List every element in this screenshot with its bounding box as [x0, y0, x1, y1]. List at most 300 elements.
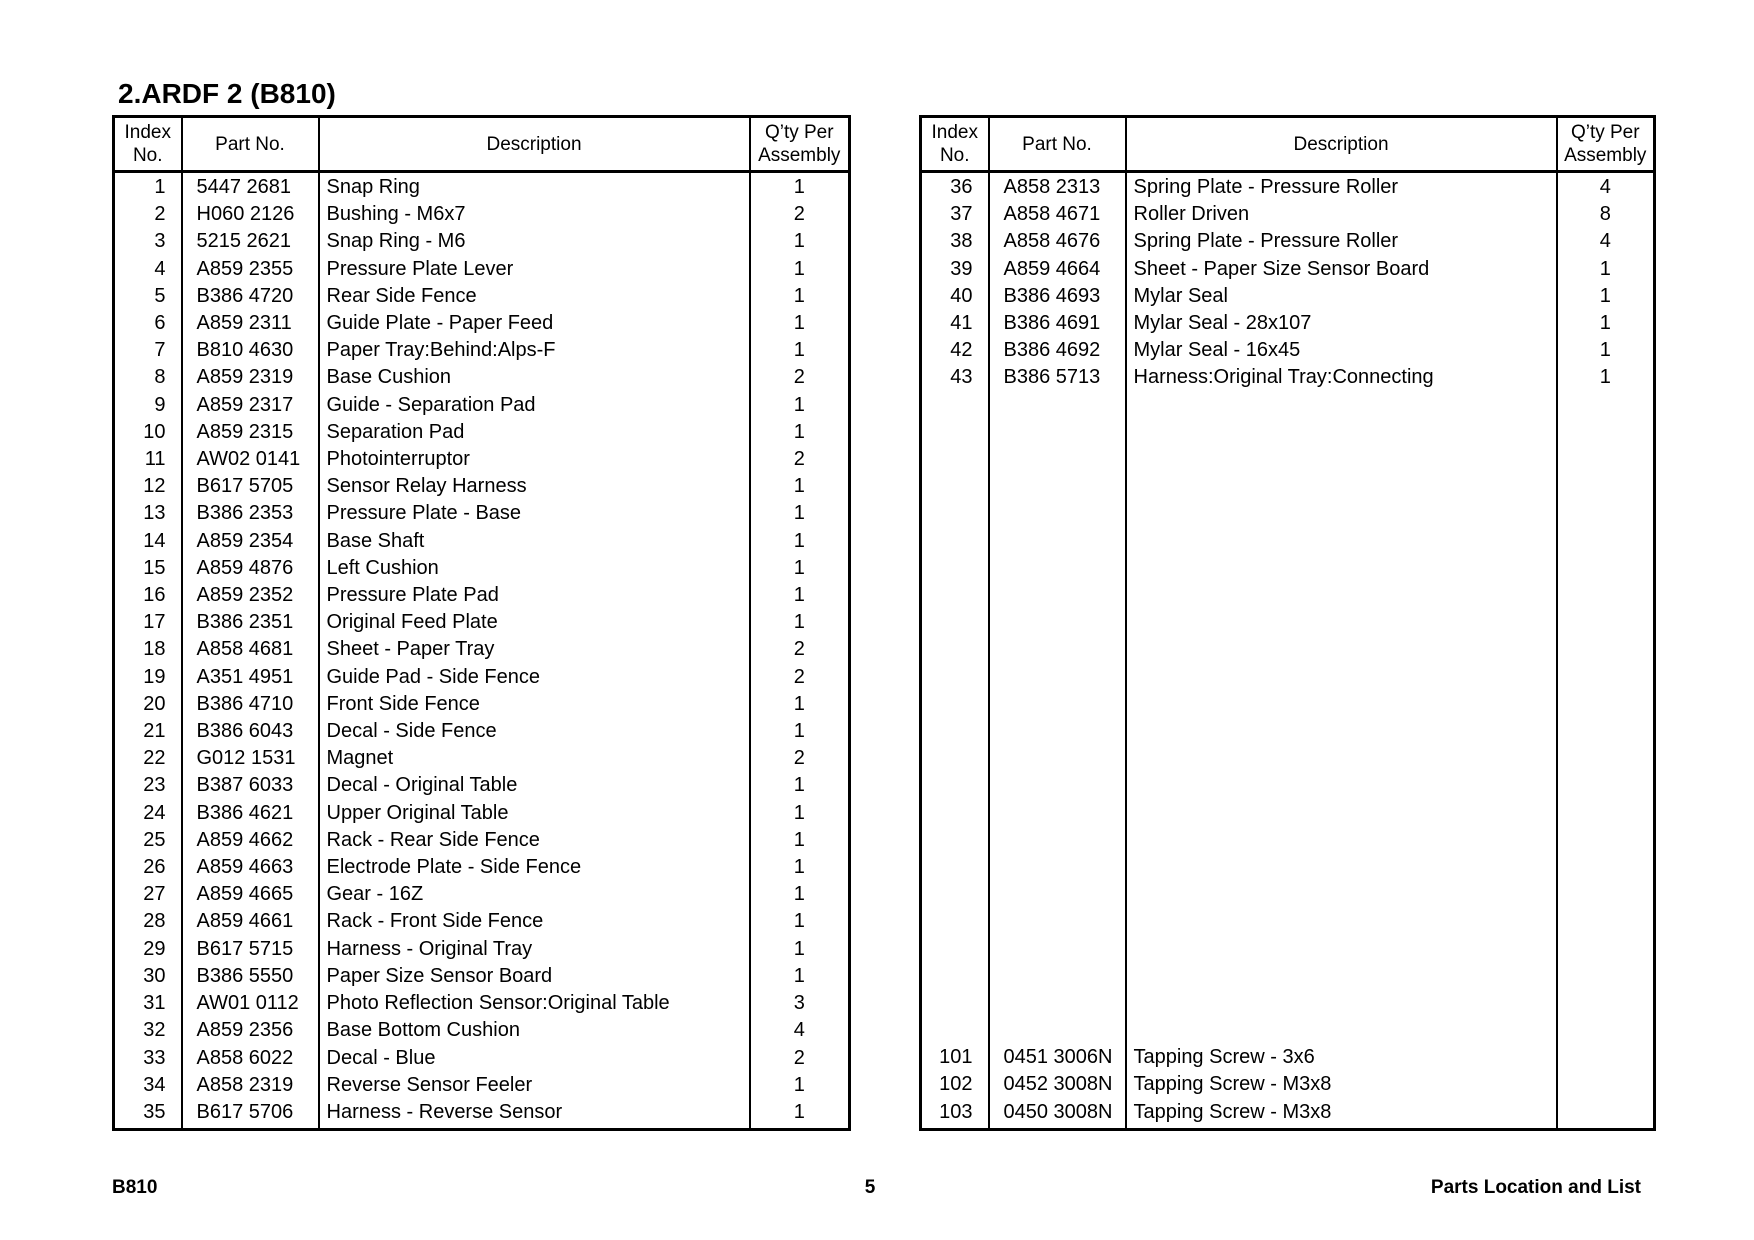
cell-index: 16: [114, 582, 182, 609]
cell-part-no: [989, 827, 1126, 854]
cell-qty: 1: [750, 1099, 850, 1130]
cell-index: [921, 745, 989, 772]
table-row: [114, 1099, 850, 1130]
cell-qty: 4: [750, 1017, 850, 1044]
table-row: [921, 718, 1655, 745]
cell-index: 26: [114, 854, 182, 881]
parts-table-right: [919, 115, 1656, 1131]
table-row: [921, 827, 1655, 854]
cell-index: [921, 555, 989, 582]
table-row: [114, 772, 850, 799]
cell-description: [1126, 990, 1557, 1017]
cell-description: [1126, 528, 1557, 555]
cell-part-no: B386 4621: [182, 800, 319, 827]
cell-index: 11: [114, 446, 182, 473]
cell-qty: 1: [750, 500, 850, 527]
table-row: [921, 745, 1655, 772]
table-row: [114, 228, 850, 255]
cell-part-no: A351 4951: [182, 664, 319, 691]
cell-description: [1126, 745, 1557, 772]
cell-description: Base Cushion: [319, 364, 750, 391]
table-row: [921, 963, 1655, 990]
cell-qty: 1: [750, 310, 850, 337]
table-row: [921, 201, 1655, 228]
cell-index: 38: [921, 228, 989, 255]
cell-index: 42: [921, 337, 989, 364]
cell-qty: 1: [750, 283, 850, 310]
footer-page-number: 5: [864, 1177, 876, 1198]
cell-qty: [1557, 799, 1655, 826]
cell-index: 101: [921, 1044, 989, 1071]
cell-index: 28: [114, 908, 182, 935]
cell-description: Bushing - M6x7: [319, 201, 750, 228]
cell-qty: [1557, 990, 1655, 1017]
cell-qty: 1: [1557, 310, 1655, 337]
table-row: [921, 1071, 1655, 1098]
table-row: [921, 473, 1655, 500]
table-row: [114, 854, 850, 881]
header-part-no: Part No.: [182, 117, 319, 172]
cell-description: [1126, 500, 1557, 527]
cell-qty: 1: [750, 718, 850, 745]
cell-index: [921, 881, 989, 908]
cell-part-no: [989, 990, 1126, 1017]
cell-qty: 2: [750, 201, 850, 228]
table-row: [921, 419, 1655, 446]
table-row: [114, 310, 850, 337]
cell-description: [1126, 473, 1557, 500]
cell-index: [921, 718, 989, 745]
cell-part-no: 0452 3008N: [989, 1071, 1126, 1098]
cell-description: Harness - Original Tray: [319, 936, 750, 963]
cell-qty: 1: [750, 256, 850, 283]
cell-description: [1126, 772, 1557, 799]
cell-part-no: B386 4692: [989, 337, 1126, 364]
table-row: [114, 337, 850, 364]
cell-part-no: B617 5715: [182, 936, 319, 963]
cell-description: Pressure Plate Pad: [319, 582, 750, 609]
cell-part-no: 0451 3006N: [989, 1044, 1126, 1071]
cell-qty: [1557, 664, 1655, 691]
cell-part-no: 5215 2621: [182, 228, 319, 255]
cell-description: Mylar Seal - 28x107: [1126, 310, 1557, 337]
cell-index: [921, 609, 989, 636]
cell-part-no: 0450 3008N: [989, 1099, 1126, 1130]
cell-description: Base Bottom Cushion: [319, 1017, 750, 1044]
cell-part-no: G012 1531: [182, 745, 319, 772]
cell-description: Magnet: [319, 745, 750, 772]
table-row: [921, 582, 1655, 609]
cell-description: Guide - Separation Pad: [319, 392, 750, 419]
cell-index: 15: [114, 555, 182, 582]
cell-description: [1126, 1017, 1557, 1044]
cell-part-no: B386 4693: [989, 283, 1126, 310]
table-row: [114, 800, 850, 827]
cell-part-no: AW01 0112: [182, 990, 319, 1017]
cell-index: 7: [114, 337, 182, 364]
cell-part-no: A858 4676: [989, 228, 1126, 255]
table-row: [114, 582, 850, 609]
cell-part-no: A859 4662: [182, 827, 319, 854]
cell-index: 6: [114, 310, 182, 337]
cell-description: [1126, 582, 1557, 609]
table-row: [114, 664, 850, 691]
cell-qty: [1557, 473, 1655, 500]
cell-index: 22: [114, 745, 182, 772]
table-header-row: [114, 117, 850, 172]
cell-index: 4: [114, 256, 182, 283]
cell-index: 102: [921, 1071, 989, 1098]
cell-index: [921, 935, 989, 962]
cell-qty: [1557, 636, 1655, 663]
cell-index: 31: [114, 990, 182, 1017]
cell-description: [1126, 718, 1557, 745]
table-row: [114, 936, 850, 963]
cell-qty: [1557, 881, 1655, 908]
cell-description: Spring Plate - Pressure Roller: [1126, 172, 1557, 202]
cell-index: 27: [114, 881, 182, 908]
header-qty: Q’ty Per Assembly: [750, 117, 850, 172]
cell-description: Rack - Rear Side Fence: [319, 827, 750, 854]
cell-description: [1126, 664, 1557, 691]
cell-part-no: [989, 881, 1126, 908]
cell-description: Harness - Reverse Sensor: [319, 1099, 750, 1130]
cell-qty: [1557, 745, 1655, 772]
table-row: [921, 392, 1655, 419]
cell-index: 17: [114, 609, 182, 636]
cell-index: [921, 1017, 989, 1044]
table-row: [114, 609, 850, 636]
cell-qty: 1: [750, 908, 850, 935]
table-row: [114, 718, 850, 745]
page-title: 2.ARDF 2 (B810): [118, 78, 336, 109]
table-row: [921, 1099, 1655, 1130]
cell-index: 37: [921, 201, 989, 228]
cell-description: Pressure Plate - Base: [319, 500, 750, 527]
cell-part-no: B386 4691: [989, 310, 1126, 337]
cell-part-no: 5447 2681: [182, 172, 319, 202]
cell-part-no: [989, 500, 1126, 527]
cell-index: [921, 664, 989, 691]
cell-index: [921, 528, 989, 555]
cell-index: 25: [114, 827, 182, 854]
cell-qty: 3: [750, 990, 850, 1017]
table-row: [114, 283, 850, 310]
cell-part-no: B386 4720: [182, 283, 319, 310]
cell-description: Sensor Relay Harness: [319, 473, 750, 500]
cell-qty: 8: [1557, 201, 1655, 228]
cell-description: [1126, 446, 1557, 473]
cell-part-no: A859 4661: [182, 908, 319, 935]
cell-index: [921, 473, 989, 500]
table-row: [921, 1044, 1655, 1071]
cell-description: Photo Reflection Sensor:Original Table: [319, 990, 750, 1017]
table-row: [114, 473, 850, 500]
table-row: [921, 528, 1655, 555]
cell-description: Tapping Screw - 3x6: [1126, 1044, 1557, 1071]
table-header-row: [921, 117, 1655, 172]
cell-qty: 2: [750, 364, 850, 391]
table-row: [921, 446, 1655, 473]
cell-part-no: A858 2313: [989, 172, 1126, 202]
cell-description: Reverse Sensor Feeler: [319, 1072, 750, 1099]
cell-description: [1126, 691, 1557, 718]
table-row: [114, 364, 850, 391]
cell-index: 40: [921, 283, 989, 310]
table-row: [921, 691, 1655, 718]
cell-index: [921, 446, 989, 473]
cell-part-no: B386 4710: [182, 691, 319, 718]
cell-qty: 4: [1557, 228, 1655, 255]
cell-description: Snap Ring - M6: [319, 228, 750, 255]
cell-description: [1126, 799, 1557, 826]
cell-part-no: A859 2311: [182, 310, 319, 337]
cell-qty: 2: [750, 1045, 850, 1072]
cell-index: 24: [114, 800, 182, 827]
table-row: [921, 283, 1655, 310]
cell-part-no: A859 4663: [182, 854, 319, 881]
table-row: [114, 745, 850, 772]
cell-index: 29: [114, 936, 182, 963]
footer-model: B810: [112, 1177, 158, 1198]
cell-part-no: [989, 854, 1126, 881]
cell-index: [921, 908, 989, 935]
cell-part-no: [989, 636, 1126, 663]
cell-index: 3: [114, 228, 182, 255]
table-row: [114, 256, 850, 283]
cell-index: 2: [114, 201, 182, 228]
cell-index: [921, 827, 989, 854]
cell-description: Original Feed Plate: [319, 609, 750, 636]
cell-qty: 1: [750, 337, 850, 364]
cell-description: Snap Ring: [319, 172, 750, 202]
cell-qty: [1557, 1044, 1655, 1071]
cell-qty: [1557, 935, 1655, 962]
table-row: [114, 636, 850, 663]
cell-part-no: A859 2355: [182, 256, 319, 283]
table-row: [921, 935, 1655, 962]
cell-qty: 1: [750, 528, 850, 555]
cell-qty: 4: [1557, 172, 1655, 202]
cell-index: [921, 799, 989, 826]
cell-description: Upper Original Table: [319, 800, 750, 827]
table-row: [921, 799, 1655, 826]
cell-index: 1: [114, 172, 182, 202]
cell-part-no: [989, 555, 1126, 582]
cell-description: Mylar Seal - 16x45: [1126, 337, 1557, 364]
table-row: [921, 881, 1655, 908]
cell-index: 103: [921, 1099, 989, 1130]
cell-description: Electrode Plate - Side Fence: [319, 854, 750, 881]
cell-index: 30: [114, 963, 182, 990]
cell-part-no: [989, 772, 1126, 799]
cell-qty: 1: [750, 936, 850, 963]
cell-description: Pressure Plate Lever: [319, 256, 750, 283]
cell-description: Spring Plate - Pressure Roller: [1126, 228, 1557, 255]
cell-index: 14: [114, 528, 182, 555]
cell-qty: [1557, 500, 1655, 527]
cell-part-no: [989, 609, 1126, 636]
cell-index: 39: [921, 256, 989, 283]
table-row: [114, 555, 850, 582]
cell-qty: 1: [1557, 283, 1655, 310]
cell-qty: 1: [750, 854, 850, 881]
table-row: [114, 528, 850, 555]
cell-part-no: [989, 446, 1126, 473]
cell-index: 12: [114, 473, 182, 500]
cell-part-no: [989, 718, 1126, 745]
cell-qty: [1557, 963, 1655, 990]
cell-part-no: B386 2353: [182, 500, 319, 527]
cell-index: 43: [921, 364, 989, 391]
cell-index: [921, 772, 989, 799]
cell-description: Paper Size Sensor Board: [319, 963, 750, 990]
parts-table-right-body: [921, 172, 1655, 1130]
cell-part-no: B386 5713: [989, 364, 1126, 391]
cell-part-no: [989, 419, 1126, 446]
cell-part-no: A858 2319: [182, 1072, 319, 1099]
cell-part-no: [989, 1017, 1126, 1044]
cell-qty: 1: [750, 881, 850, 908]
cell-qty: 2: [750, 636, 850, 663]
cell-description: Mylar Seal: [1126, 283, 1557, 310]
table-row: [921, 555, 1655, 582]
cell-part-no: [989, 799, 1126, 826]
table-row: [921, 990, 1655, 1017]
cell-part-no: [989, 392, 1126, 419]
cell-description: [1126, 419, 1557, 446]
parts-table-left: [112, 115, 851, 1131]
cell-qty: [1557, 392, 1655, 419]
cell-part-no: [989, 745, 1126, 772]
cell-description: [1126, 555, 1557, 582]
cell-description: Front Side Fence: [319, 691, 750, 718]
cell-part-no: A859 2315: [182, 419, 319, 446]
table-row: [921, 256, 1655, 283]
cell-qty: [1557, 691, 1655, 718]
cell-index: [921, 392, 989, 419]
header-qty: Q’ty Per Assembly: [1557, 117, 1655, 172]
cell-part-no: A859 4664: [989, 256, 1126, 283]
cell-part-no: A859 4665: [182, 881, 319, 908]
table-row: [921, 310, 1655, 337]
cell-description: [1126, 963, 1557, 990]
cell-qty: 1: [750, 609, 850, 636]
cell-part-no: [989, 528, 1126, 555]
cell-description: Tapping Screw - M3x8: [1126, 1071, 1557, 1098]
cell-part-no: [989, 664, 1126, 691]
cell-qty: [1557, 446, 1655, 473]
cell-qty: [1557, 1071, 1655, 1098]
table-row: [114, 500, 850, 527]
cell-description: Decal - Side Fence: [319, 718, 750, 745]
table-row: [921, 172, 1655, 202]
table-row: [921, 228, 1655, 255]
cell-index: 9: [114, 392, 182, 419]
parts-table-left-body: [114, 172, 850, 1130]
cell-description: Decal - Original Table: [319, 772, 750, 799]
cell-qty: [1557, 772, 1655, 799]
table-row: [921, 364, 1655, 391]
table-row: [114, 963, 850, 990]
cell-part-no: A859 4876: [182, 555, 319, 582]
table-row: [921, 636, 1655, 663]
table-row: [921, 500, 1655, 527]
cell-qty: [1557, 718, 1655, 745]
cell-qty: [1557, 582, 1655, 609]
cell-qty: [1557, 609, 1655, 636]
cell-qty: 1: [750, 582, 850, 609]
cell-description: Photointerruptor: [319, 446, 750, 473]
cell-qty: 1: [1557, 337, 1655, 364]
table-row: [114, 392, 850, 419]
cell-part-no: A858 4681: [182, 636, 319, 663]
cell-qty: [1557, 1017, 1655, 1044]
cell-index: 34: [114, 1072, 182, 1099]
header-index: Index No.: [114, 117, 182, 172]
cell-part-no: B617 5705: [182, 473, 319, 500]
cell-description: Left Cushion: [319, 555, 750, 582]
table-row: [921, 1017, 1655, 1044]
table-row: [921, 908, 1655, 935]
cell-index: 23: [114, 772, 182, 799]
cell-part-no: B810 4630: [182, 337, 319, 364]
table-row: [921, 609, 1655, 636]
cell-index: [921, 582, 989, 609]
cell-part-no: B617 5706: [182, 1099, 319, 1130]
table-row: [114, 908, 850, 935]
cell-description: [1126, 881, 1557, 908]
cell-part-no: A859 2319: [182, 364, 319, 391]
cell-part-no: A858 6022: [182, 1045, 319, 1072]
cell-part-no: [989, 582, 1126, 609]
cell-part-no: H060 2126: [182, 201, 319, 228]
cell-index: 19: [114, 664, 182, 691]
cell-part-no: B387 6033: [182, 772, 319, 799]
cell-part-no: A859 2356: [182, 1017, 319, 1044]
cell-qty: [1557, 1099, 1655, 1130]
cell-index: [921, 990, 989, 1017]
cell-qty: 1: [750, 827, 850, 854]
cell-description: Guide Pad - Side Fence: [319, 664, 750, 691]
cell-part-no: [989, 473, 1126, 500]
cell-part-no: [989, 908, 1126, 935]
cell-description: Tapping Screw - M3x8: [1126, 1099, 1557, 1130]
table-row: [114, 201, 850, 228]
cell-part-no: B386 2351: [182, 609, 319, 636]
table-row: [114, 1045, 850, 1072]
cell-description: [1126, 854, 1557, 881]
cell-description: Harness:Original Tray:Connecting: [1126, 364, 1557, 391]
cell-part-no: A859 2317: [182, 392, 319, 419]
cell-qty: 1: [750, 392, 850, 419]
cell-qty: 1: [750, 1072, 850, 1099]
cell-qty: 1: [750, 800, 850, 827]
cell-index: 13: [114, 500, 182, 527]
cell-description: Roller Driven: [1126, 201, 1557, 228]
cell-description: [1126, 827, 1557, 854]
table-row: [114, 1017, 850, 1044]
cell-qty: 1: [750, 555, 850, 582]
footer-section-title: Parts Location and List: [1430, 1177, 1641, 1198]
cell-qty: 2: [750, 664, 850, 691]
cell-index: 32: [114, 1017, 182, 1044]
cell-part-no: AW02 0141: [182, 446, 319, 473]
cell-part-no: [989, 691, 1126, 718]
cell-qty: [1557, 827, 1655, 854]
cell-qty: [1557, 908, 1655, 935]
cell-index: 10: [114, 419, 182, 446]
